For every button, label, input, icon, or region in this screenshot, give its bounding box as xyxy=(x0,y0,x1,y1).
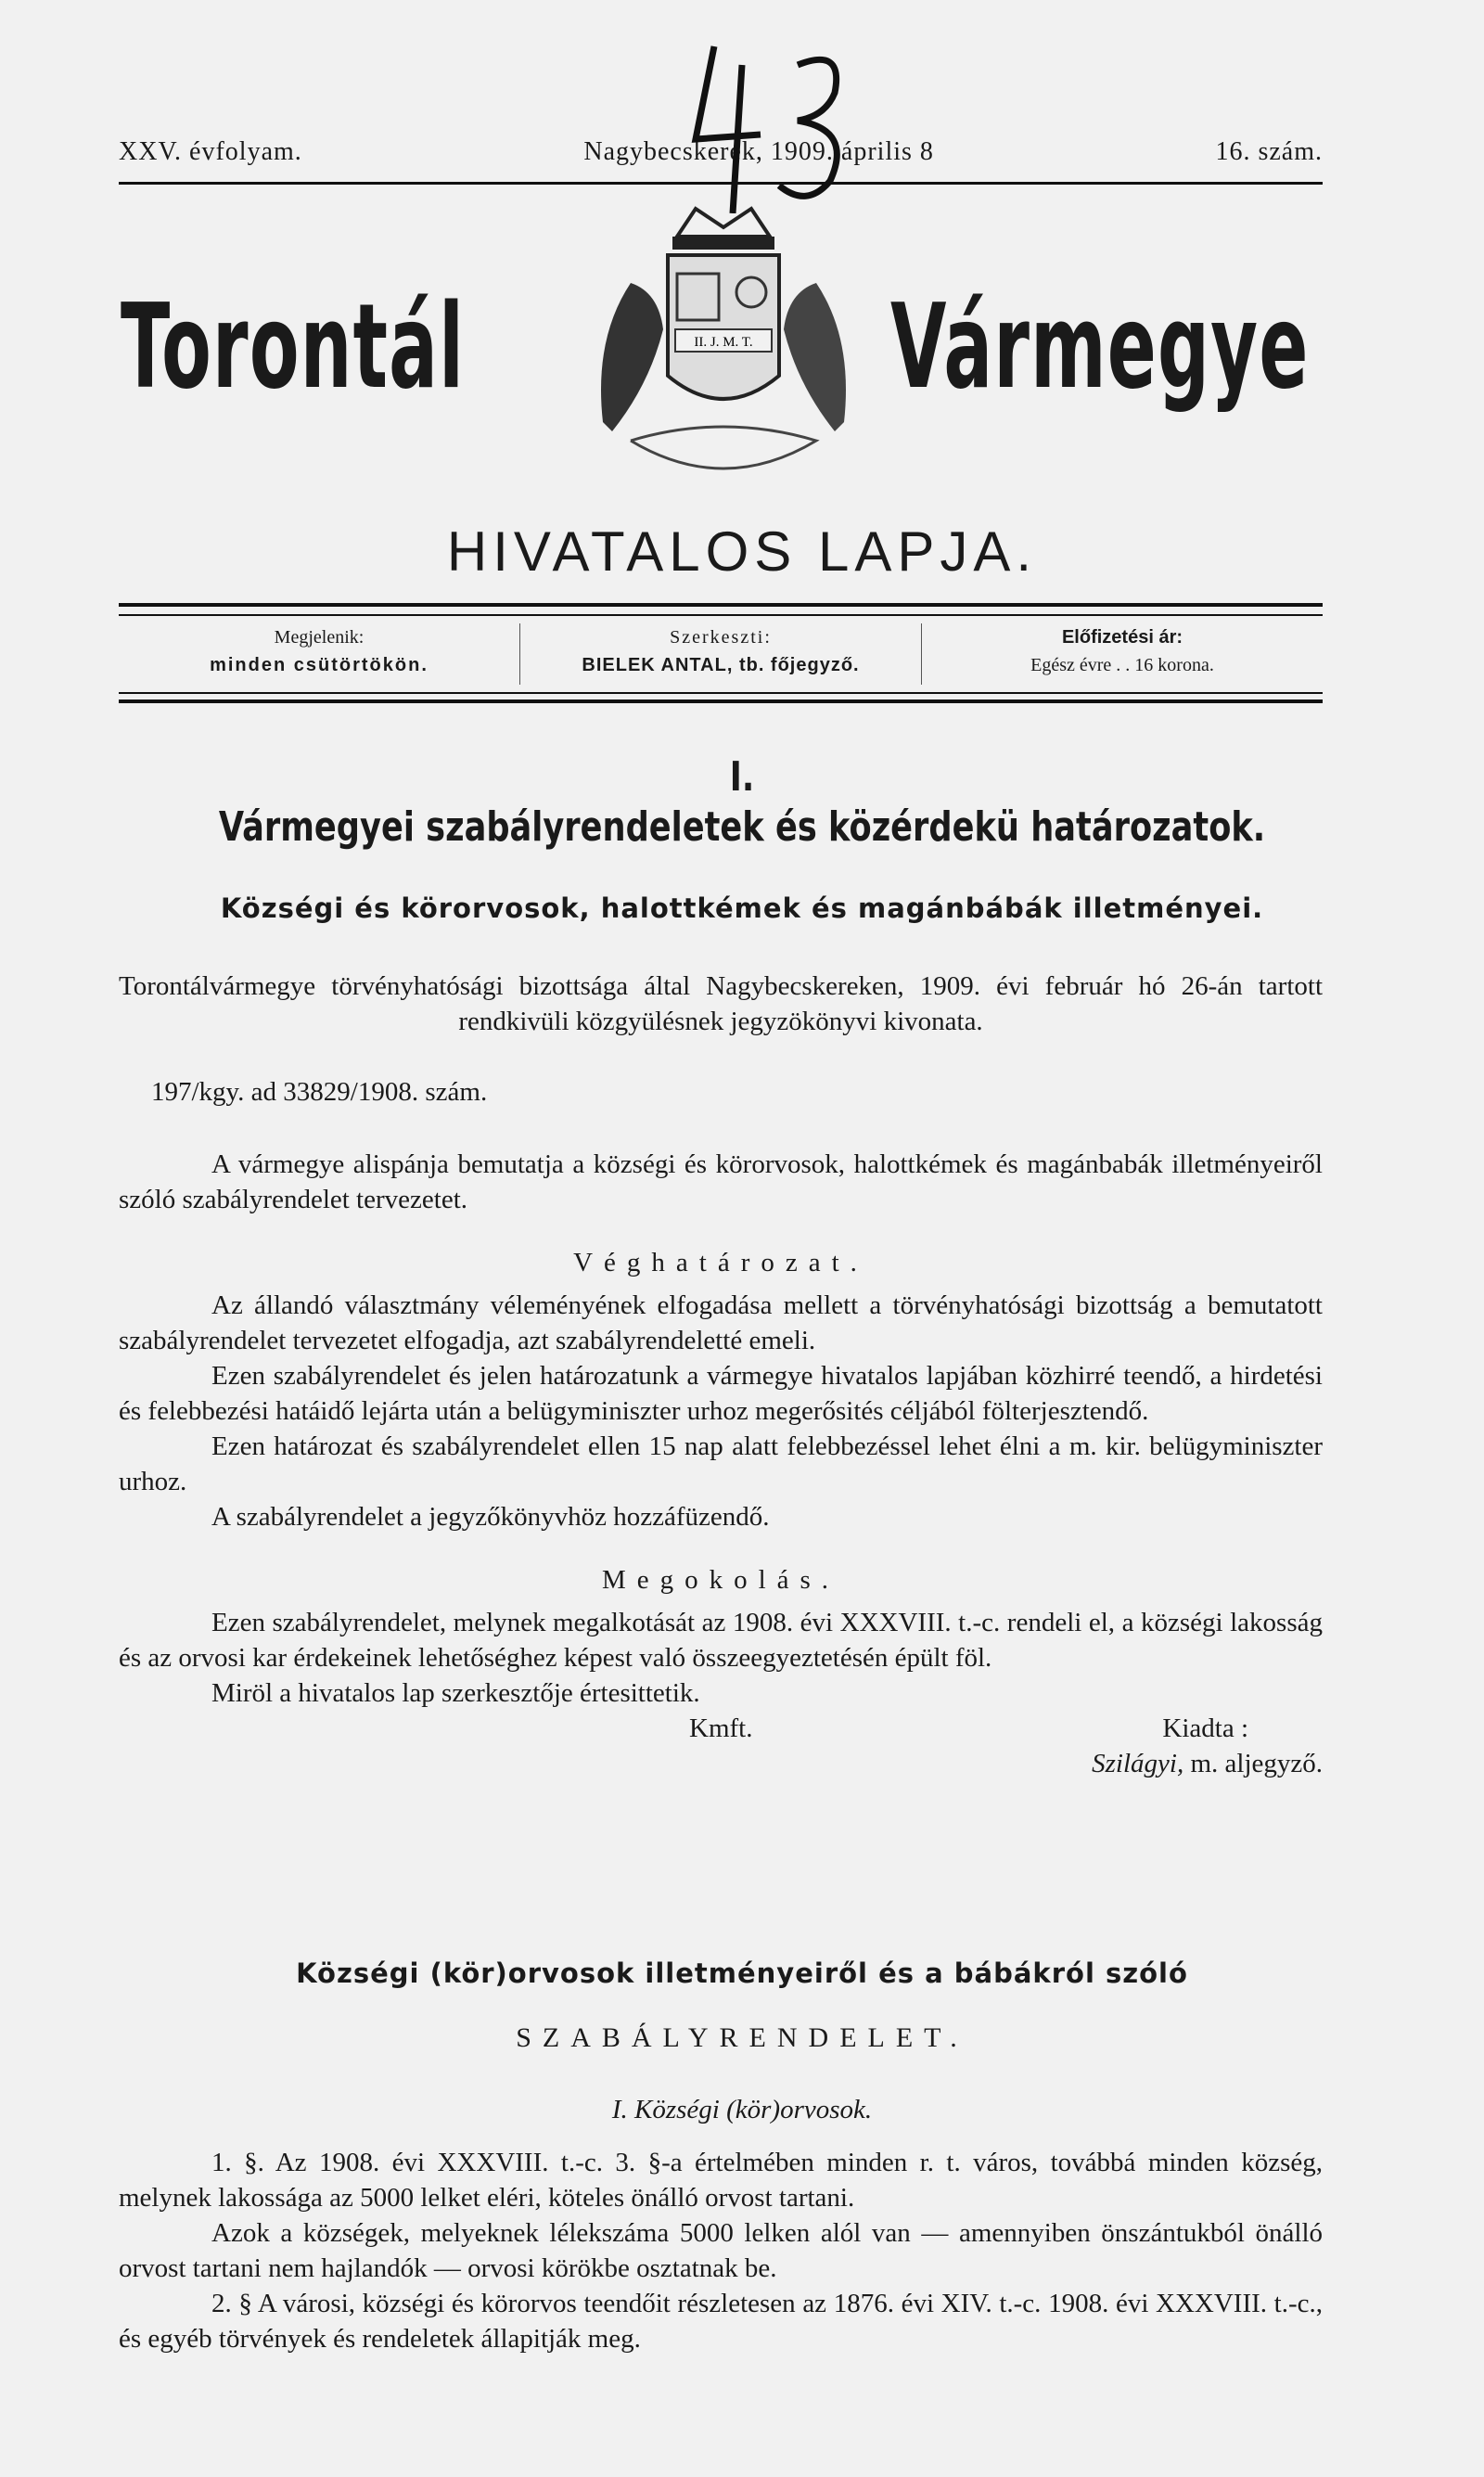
paragraph: Ezen határozat és szabályrendelet ellen 15 nap alatt felebbezéssel lehet élni a m. kir. belügyminiszter urhoz. xyxy=(119,1431,1323,1496)
paragraph: Azok a községek, melyeknek lélekszáma 5000 lelken alól van — amennyiben önszántukból önálló orvost tartani nem hajlandók — orvosi körökbe osztatnak be. xyxy=(119,2218,1323,2283)
place-date: Nagybecskerek, 1909. április 8 xyxy=(583,137,934,166)
price-label: Előfizetési ár: xyxy=(1061,627,1183,648)
section-number: I. xyxy=(729,753,755,801)
divider xyxy=(119,614,1323,616)
editor-value: BIELEK ANTAL, tb. főjegyző. xyxy=(582,655,860,675)
reasoning-title: Megokolás. xyxy=(601,1565,840,1595)
paragraph: 1. §. Az 1908. évi XXXVIII. t.-c. 3. §-a értelmében minden r. t. város, továbbá minden község, melynek lakossága az 5000 lelket eléri, köteles önálló orvost tartani. xyxy=(119,2148,1323,2213)
chapter-title: I. Községi (kör)orvosok. xyxy=(611,2095,873,2124)
issued-label: Kiadta : xyxy=(1162,1713,1248,1743)
reference-number: 197/kgy. ad 33829/1908. szám. xyxy=(151,1077,488,1107)
paragraph: 2. § A városi, községi és körorvos teendőit részletesen az 1876. évi XIV. t.-c. 1908. évi XXXVIII. t.-c., és egyéb törvények és rendeletek állapitják meg. xyxy=(119,2289,1323,2354)
volume: XXV. évfolyam. xyxy=(119,137,302,166)
price-value: Egész évre . . 16 korona. xyxy=(1030,655,1214,675)
signer-title: m. aljegyző. xyxy=(1190,1749,1323,1778)
divider xyxy=(119,699,1323,703)
crest-text: II. J. M. T. xyxy=(694,335,753,350)
masthead-title-left: Torontál xyxy=(121,278,466,415)
regulation-body xyxy=(119,2145,1323,2356)
paragraph: Az állandó választmány véleményének elfogadása mellett a törvényhatósági bizottság a bemutatott szabályrendelet tervezetet elfogadja, azt szabályrendeletté emeli. xyxy=(119,1290,1323,1355)
info-box xyxy=(119,623,1323,685)
issue-number: 16. szám. xyxy=(1215,137,1323,166)
publish-label: Megjelenik: xyxy=(274,627,365,648)
paragraph: A szabályrendelet a jegyzőkönyvhöz hozzáfüzendő. xyxy=(211,1502,770,1532)
regulation-heading: SZABÁLYRENDELET. xyxy=(516,2022,968,2053)
signature xyxy=(119,1746,1323,1781)
regulation-title: Községi (kör)orvosok illetményeiről és a bábákról szóló xyxy=(296,1957,1188,1989)
paragraph: Ezen szabályrendelet és jelen határozatunk a vármegye hivatalos lapjában közhirré teendő, a hirdetési és felebbezési hatáidő lejárta után a belügyminiszter urhoz megerősités céljából fölterjesztendő. xyxy=(119,1361,1323,1426)
paragraph: Ezen szabályrendelet, melynek megalkotását az 1908. évi XXXVIII. t.-c. rendeli el, a községi lakosság és az orvosi kar érdekeinek lehetőséghez képest való összeegyeztetésén épült föl. xyxy=(119,1608,1323,1673)
decision-title: Véghatározat. xyxy=(573,1248,868,1277)
section-heading: Vármegyei szabályrendeletek és közérdekü határozatok. xyxy=(218,803,1266,851)
article xyxy=(119,969,1323,1781)
section-subheading: Községi és körorvosok, halottkémek és magánbábák illetményei. xyxy=(220,892,1264,924)
publish-value: minden csütörtökön. xyxy=(210,655,429,675)
handwritten-number xyxy=(659,28,872,213)
signer-name: Szilágyi, xyxy=(1092,1749,1184,1778)
editor-label: Szerkeszti: xyxy=(670,627,772,648)
divider xyxy=(119,692,1323,694)
paragraph: Miröl a hivatalos lap szerkesztője értesittetik. xyxy=(211,1678,700,1708)
kmft: Kmft. xyxy=(689,1713,753,1743)
masthead-title-right: Vármegye xyxy=(890,278,1310,415)
paragraph: A vármegye alispánja bemutatja a községi és körorvosok, halottkémek és magánbabák illetményeiről szóló szabályrendelet tervezetet. xyxy=(119,1149,1323,1214)
divider xyxy=(119,603,1323,607)
coat-of-arms-icon xyxy=(575,199,872,506)
masthead-subtitle: HIVATALOS LAPJA. xyxy=(446,520,1038,583)
intro: Torontálvármegye törvényhatósági bizottsága által Nagybecskereken, 1909. évi február hó 26-án tartott rendkivüli közgyülésnek jegyzökönyvi kivonata. xyxy=(119,971,1323,1036)
